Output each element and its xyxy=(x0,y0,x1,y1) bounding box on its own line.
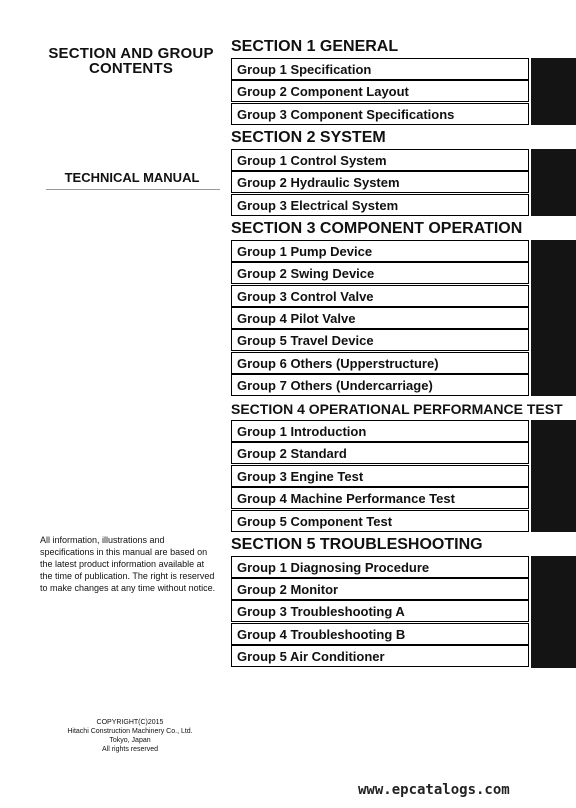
section-4-group-2[interactable]: Group 2 Standard xyxy=(231,442,529,464)
section-3-group-6[interactable]: Group 6 Others (Upperstructure) xyxy=(231,352,529,374)
section-2-group-2[interactable]: Group 2 Hydraulic System xyxy=(231,171,529,193)
disclaimer-text: All information, illustrations and specifications in this manual are based on the latest product information available at the time of publication. The right is reserved to make changes at any time without notice. xyxy=(40,535,216,593)
section-3-group-2[interactable]: Group 2 Swing Device xyxy=(231,262,529,284)
section-4-group-5[interactable]: Group 5 Component Test xyxy=(231,510,529,532)
section-2-group-3[interactable]: Group 3 Electrical System xyxy=(231,194,529,216)
copyright-text: COPYRIGHT(C)2015 Hitachi Construction Machinery Co., Ltd. Tokyo, Japan All rights reserved xyxy=(67,719,193,753)
section-5-group-2[interactable]: Group 2 Monitor xyxy=(231,578,529,600)
section-1-group-1[interactable]: Group 1 Specification xyxy=(231,58,529,80)
section-3-group-4[interactable]: Group 4 Pilot Valve xyxy=(231,307,529,329)
section-4-group-1[interactable]: Group 1 Introduction xyxy=(231,420,529,442)
section-1-index-tab xyxy=(531,58,576,125)
section-3-group-3[interactable]: Group 3 Control Valve xyxy=(231,285,529,307)
section-2-index-tab xyxy=(531,149,576,216)
section-5-index-tab xyxy=(531,556,576,668)
section-1-group-3[interactable]: Group 3 Component Specifications xyxy=(231,103,529,125)
section-5-group-3[interactable]: Group 3 Troubleshooting A xyxy=(231,600,529,622)
section-4-group-4[interactable]: Group 4 Machine Performance Test xyxy=(231,487,529,509)
section-5-group-5[interactable]: Group 5 Air Conditioner xyxy=(231,645,529,667)
manual-label: TECHNICAL MANUAL xyxy=(64,170,200,185)
section-3-index-tab xyxy=(531,240,576,396)
section-1-group-2[interactable]: Group 2 Component Layout xyxy=(231,80,529,102)
section-4-index-tab xyxy=(531,420,576,532)
section-5-group-1[interactable]: Group 1 Diagnosing Procedure xyxy=(231,556,529,578)
section-5-group-4[interactable]: Group 4 Troubleshooting B xyxy=(231,623,529,645)
section-2-title: SECTION 2 SYSTEM xyxy=(231,129,386,146)
section-2-group-1[interactable]: Group 1 Control System xyxy=(231,149,529,171)
section-3-group-7[interactable]: Group 7 Others (Undercarriage) xyxy=(231,374,529,396)
page-title xyxy=(40,46,222,76)
section-4-title: SECTION 4 OPERATIONAL PERFORMANCE TEST xyxy=(231,401,563,417)
section-1-title: SECTION 1 GENERAL xyxy=(231,38,399,55)
footer-url[interactable]: www.epcatalogs.com xyxy=(358,782,510,798)
section-3-title: SECTION 3 COMPONENT OPERATION xyxy=(231,220,523,237)
section-5-title: SECTION 5 TROUBLESHOOTING xyxy=(231,536,483,553)
section-4-group-3[interactable]: Group 3 Engine Test xyxy=(231,465,529,487)
section-3-group-5[interactable]: Group 5 Travel Device xyxy=(231,329,529,351)
divider xyxy=(46,189,220,190)
section-3-group-1[interactable]: Group 1 Pump Device xyxy=(231,240,529,262)
page-title-text: SECTION AND GROUP CONTENTS xyxy=(48,45,214,77)
